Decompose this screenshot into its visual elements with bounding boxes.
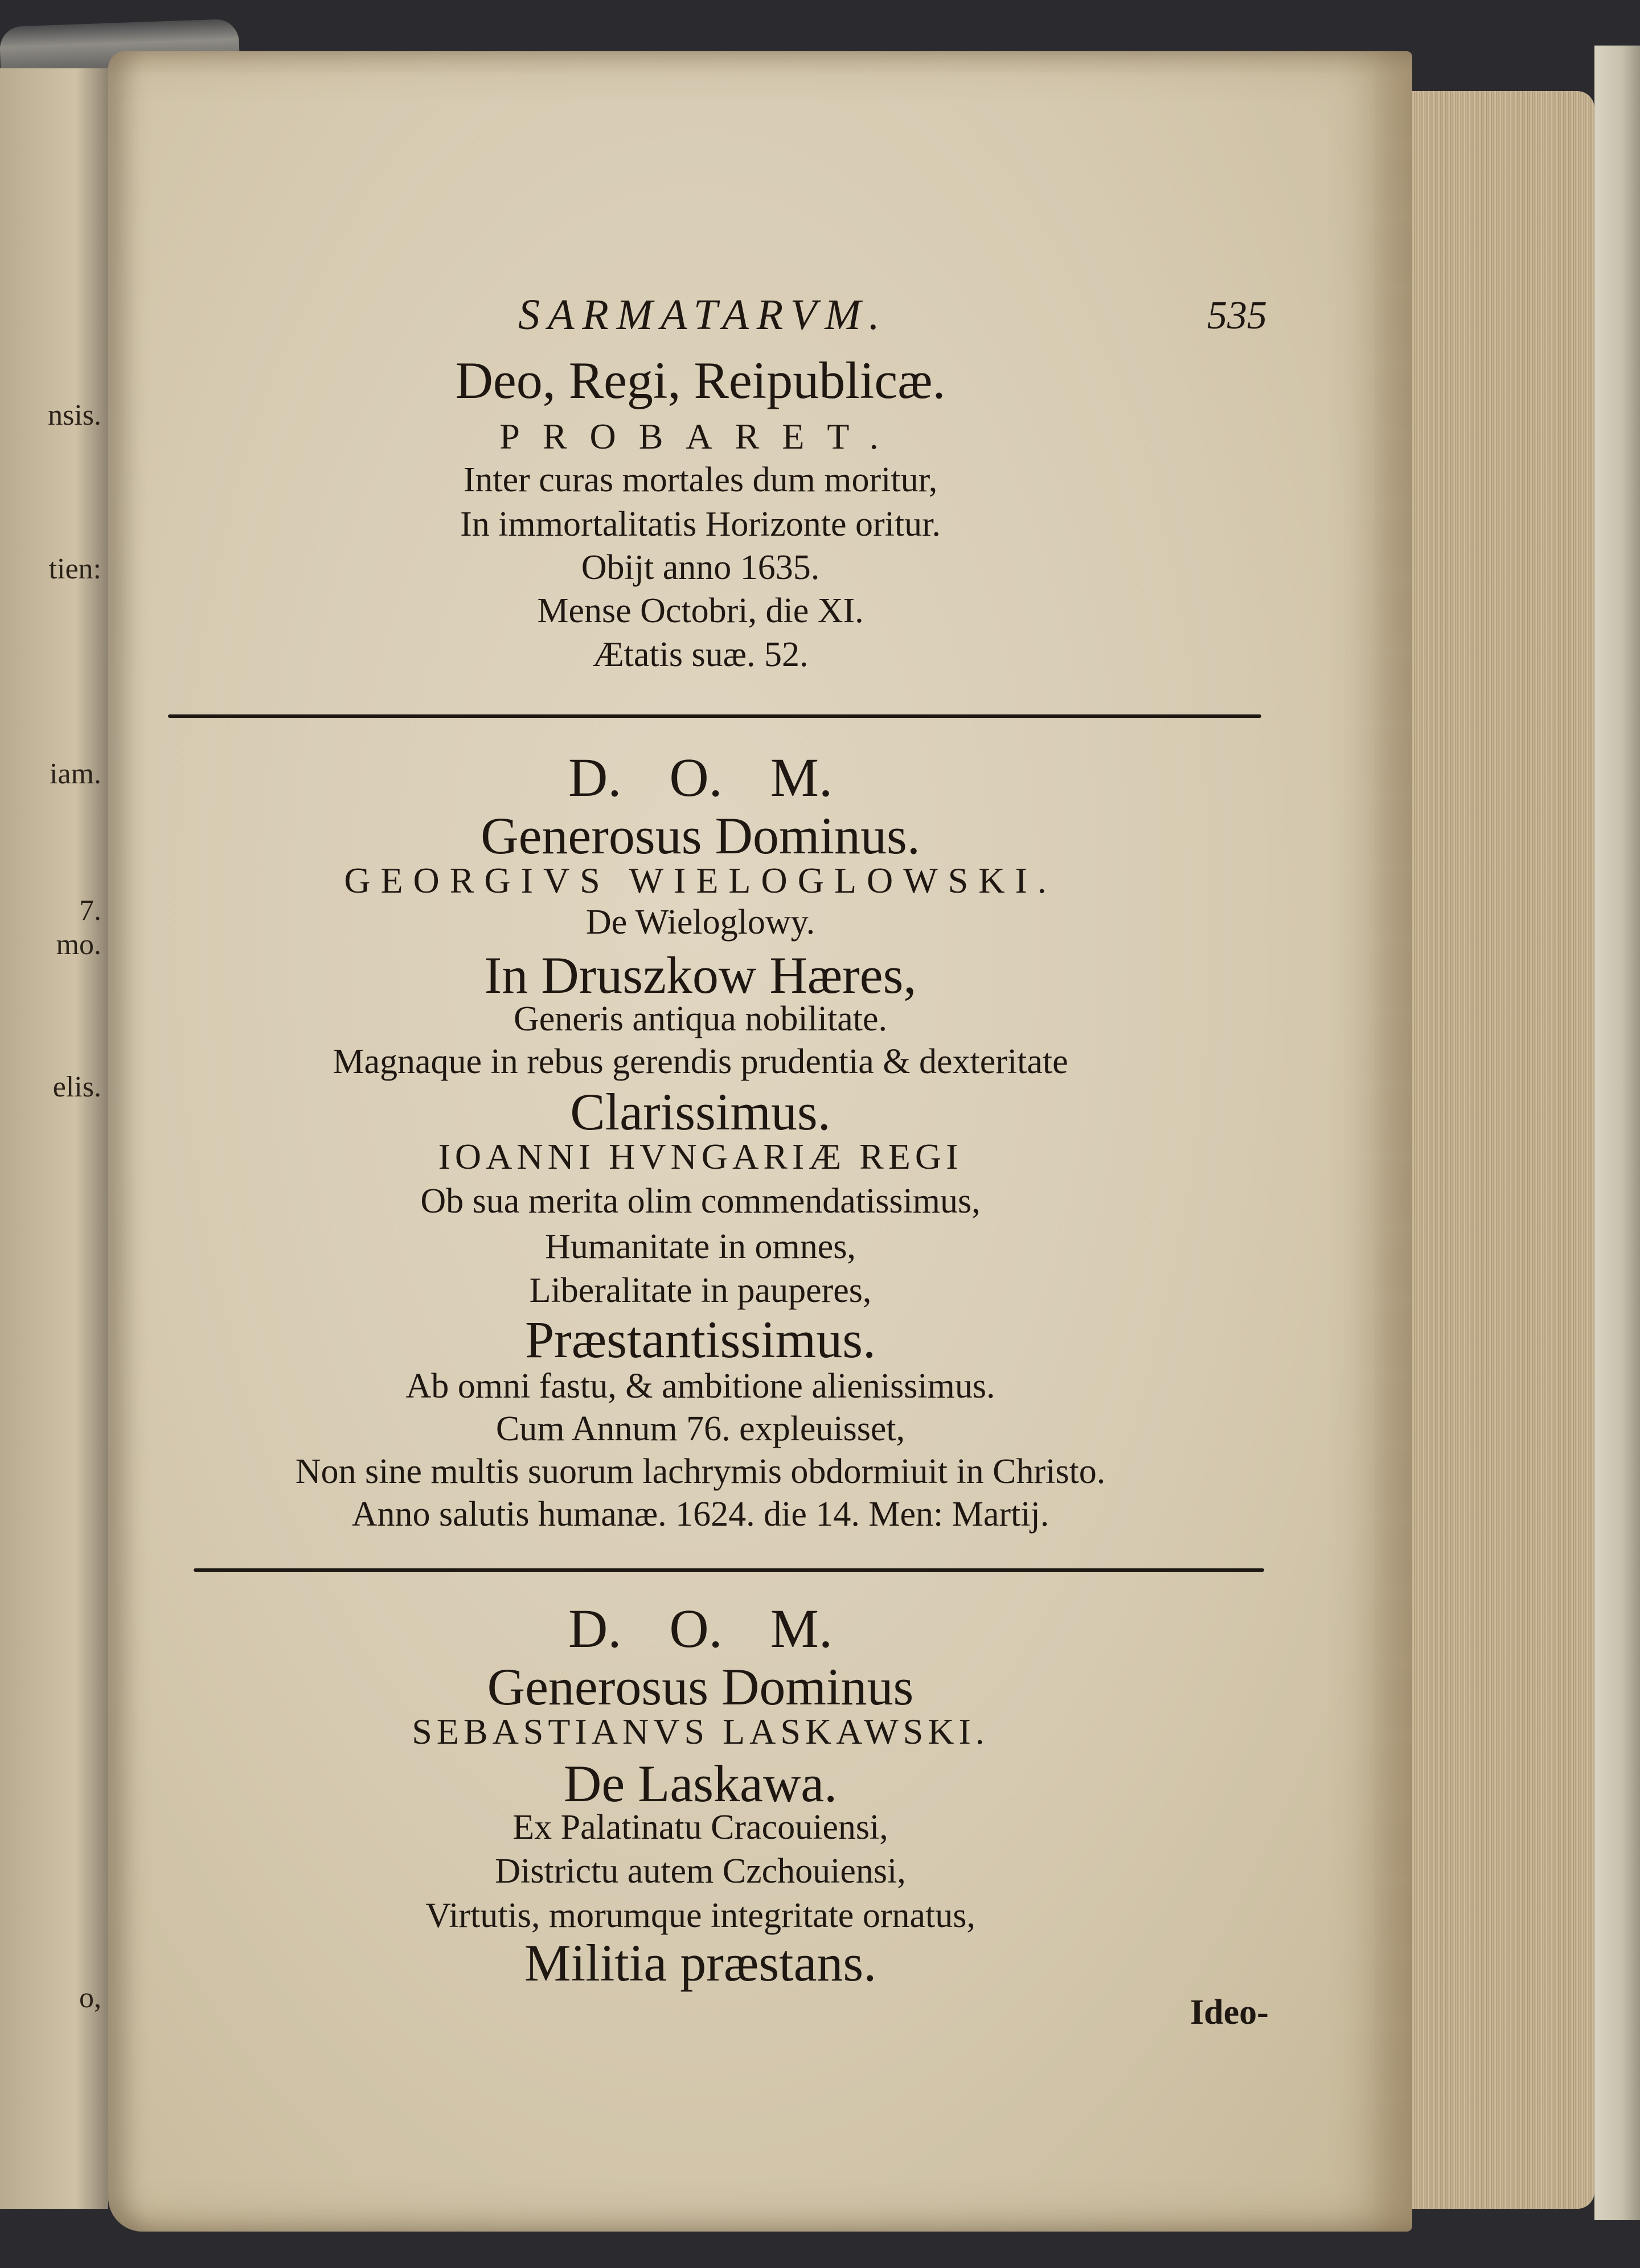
catchword: Ideo- <box>1190 1993 1269 2032</box>
text-line: Generosus Dominus <box>487 1658 914 1716</box>
right-page <box>108 51 1412 2232</box>
text-line: Generosus Dominus. <box>481 807 920 865</box>
text-line: De Laskawa. <box>563 1755 838 1813</box>
left-page-edge <box>0 68 108 2209</box>
running-head: SARMATARVM. <box>518 291 888 339</box>
text-line: Humanitate in omnes, <box>545 1227 856 1266</box>
text-line: Mense Octobri, die XI. <box>537 591 864 630</box>
section-heading: D. O. M. <box>568 1598 833 1659</box>
text-line: Generis antiqua nobilitate. <box>514 1000 887 1038</box>
text-line: Præstantissimus. <box>524 1310 876 1369</box>
text-line: De Wieloglowy. <box>585 903 815 942</box>
left-fragment: elis. <box>52 1071 101 1103</box>
text-line: Ex Palatinatu Cracouiensi, <box>512 1808 888 1847</box>
text-line: Clarissimus. <box>570 1083 831 1141</box>
section-divider <box>194 1568 1264 1572</box>
section-divider <box>168 714 1261 718</box>
text-line: SEBASTIANVS LASKAWSKI. <box>412 1711 989 1752</box>
text-line: Ob sua merita olim commendatissimus, <box>420 1182 981 1221</box>
text-line: Deo, Regi, Reipublicæ. <box>455 351 946 409</box>
text-line: Ætatis suæ. 52. <box>592 635 809 674</box>
text-line: Inter curas mortales dum moritur, <box>463 461 938 499</box>
text-line: Liberalitate in pauperes, <box>529 1271 872 1310</box>
left-fragment: mo. <box>56 928 101 961</box>
left-fragment: iam. <box>50 758 101 790</box>
text-line: GEORGIVS WIELOGLOWSKI. <box>344 860 1057 901</box>
text-line: Ab omni fastu, & ambitione alienissimus. <box>405 1367 995 1406</box>
text-line: Militia præstans. <box>524 1934 877 1992</box>
page-edges <box>1389 91 1594 2209</box>
left-fragment: tien: <box>48 553 101 585</box>
page-number: 535 <box>1207 294 1267 338</box>
text-line: Districtu autem Czchouiensi, <box>495 1852 906 1891</box>
left-fragment: o, <box>79 1982 101 2014</box>
text-line: Magnaque in rebus gerendis prudentia & dexteritate <box>333 1042 1068 1081</box>
text-line: Cum Annum 76. expleuisset, <box>495 1410 905 1448</box>
text-line: In immortalitatis Horizonte oritur. <box>460 505 941 544</box>
text-line: Virtutis, morumque integritate ornatus, <box>425 1896 975 1935</box>
text-line: Non sine multis suorum lachrymis obdormiuit in Christo. <box>295 1452 1106 1491</box>
book-cover-edge <box>1594 46 1640 2220</box>
left-fragment: 7. <box>79 894 101 927</box>
text-line: Anno salutis humanæ. 1624. die 14. Men: Martij. <box>351 1495 1049 1534</box>
text-line: IOANNI HVNGARIÆ REGI <box>438 1136 963 1177</box>
text-line: PROBARET. <box>499 416 901 457</box>
text-line: In Druszkow Hæres, <box>484 946 917 1004</box>
left-fragment: nsis. <box>48 399 101 432</box>
text-line: Obijt anno 1635. <box>581 548 820 587</box>
section-heading: D. O. M. <box>568 747 833 808</box>
